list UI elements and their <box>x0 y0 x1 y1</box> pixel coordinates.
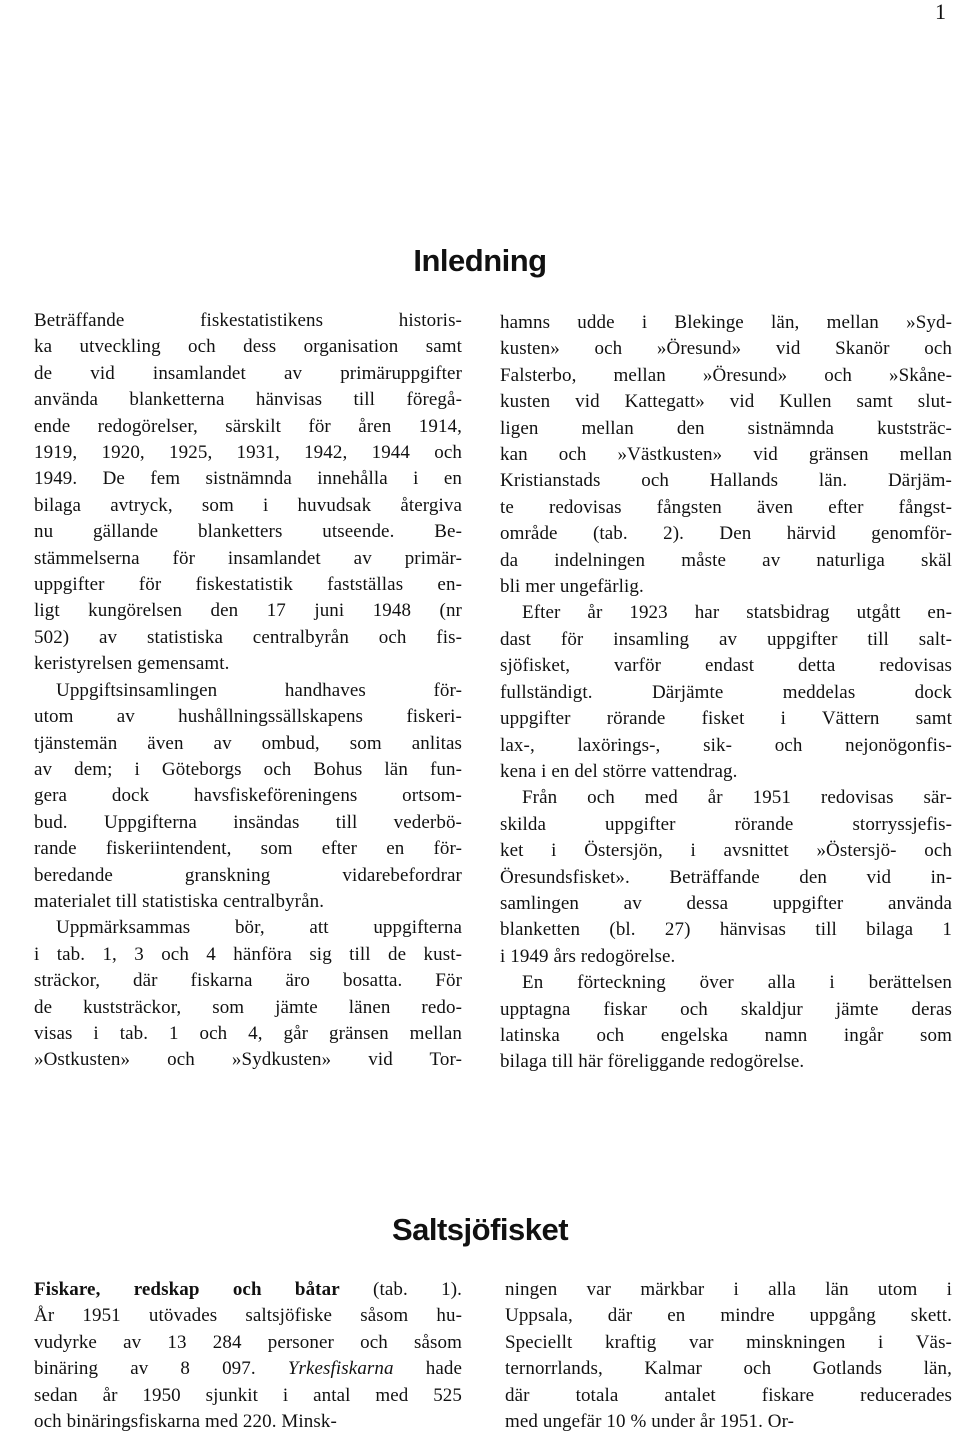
emphasis-yrkesfiskarna: Yrkesfiskarna <box>287 1358 394 1380</box>
text-line: Falsterbo, mellan »Öresund» och »Skåne- <box>500 364 952 386</box>
text-line: uppgifter rörande fisket i Vättern samt <box>500 708 952 730</box>
text-line: nu gällande blanketters utseende. Be- <box>34 521 462 543</box>
text-line: bli mer ungefärlig. <box>500 576 644 598</box>
text-line: dast för insamling av uppgifter till salt- <box>500 628 952 650</box>
text-line: vudyrke av 13 284 personer och såsom <box>34 1331 462 1353</box>
text-line: Beträffande fiskestatistikens historis- <box>34 310 462 331</box>
text-line: visas i tab. 1 och 4, går gränsen mellan <box>34 1022 462 1044</box>
text-line: ternorrlands, Kalmar och Gotlands län, <box>505 1358 952 1380</box>
text-line: med ungefär 10 % under år 1951. Or- <box>505 1411 795 1433</box>
text-line: område (tab. 2). Den härvid genomför- <box>500 523 952 545</box>
text-line: i 1949 års redogörelse. <box>500 945 676 967</box>
text-line: »Ostkusten» och »Sydkusten» vid Tor- <box>34 1049 462 1071</box>
text-line: blanketten (bl. 27) hänvisas till bilaga 1 <box>500 919 952 941</box>
text-line: keristyrelsen gemensamt. <box>34 653 230 675</box>
text-line: kan och »Västkusten» vid gränsen mellan <box>500 444 952 466</box>
text-line: använda blanketterna hänvisas till föregå- <box>34 389 462 411</box>
text-line: ka utveckling och dess organisation samt <box>34 336 462 358</box>
salt-right-column <box>505 1277 952 1435</box>
text-line: Speciellt kraftig var minskningen i Väs- <box>505 1331 952 1353</box>
text-line: uppgifter för fiskestatistik fastställas en- <box>34 574 462 596</box>
text-line: tjänstemän även av ombud, som anlitas <box>34 732 462 754</box>
text-line: lax-, laxörings-, sik- och nejonögonfis- <box>500 734 952 756</box>
text-line: samlingen av dessa uppgifter använda <box>500 892 952 914</box>
text-line: bilaga till här föreliggande redogörelse. <box>500 1051 805 1073</box>
text-line: gera dock havsfiskeföreningens ortsom- <box>34 785 462 807</box>
text-line: av dem; i Göteborgs och Bohus län fun- <box>34 758 462 780</box>
text-line: kena i en del större vattendrag. <box>500 760 738 782</box>
text-line: sträckor, där fiskarna äro bosatta. För <box>34 970 462 992</box>
text-line: ket i Östersjön, i avsnittet »Östersjö- och <box>500 840 952 862</box>
salt-subhead-ref: (tab. 1). <box>339 1279 462 1300</box>
text-line: Efter år 1923 har statsbidrag utgått en- <box>522 602 952 624</box>
text-line: ligen mellan den sistnämnda kuststräc- <box>500 417 952 439</box>
text-line: beredande granskning vidarebefordrar <box>34 864 462 886</box>
text-line: utom av hushållningssällskapens fiskeri- <box>34 706 462 728</box>
text-line: 1949. De fem sistnämnda innehålla i en <box>34 468 462 490</box>
text-line: ligt kungörelsen den 17 juni 1948 (nr <box>34 600 462 622</box>
text-line: da indelningen måste av naturliga skäl <box>500 549 952 571</box>
text-line: Kristianstads och Hallands län. Därjäm- <box>500 470 952 492</box>
salt-subhead: Fiskare, redskap och båtar <box>34 1279 340 1300</box>
text-line: Uppgiftsinsamlingen handhaves för- <box>56 679 462 701</box>
text-line: latinska och engelska namn ingår som <box>500 1024 952 1046</box>
text-line: rande fiskeriintendent, som efter en för- <box>34 838 462 860</box>
text-line <box>34 1356 462 1382</box>
text-line: bud. Uppgifterna insändas till vederbö- <box>34 811 462 833</box>
text-line: Från och med år 1951 redovisas sär- <box>522 787 952 809</box>
text-line: En förteckning över alla i berättelsen <box>522 972 952 994</box>
text-line: sedan år 1950 sjunkit i antal med 525 <box>34 1384 462 1406</box>
text-span: hade <box>393 1358 462 1380</box>
text-line: 502) av statistiska centralbyrån och fis- <box>34 626 462 648</box>
text-line: 1919, 1920, 1925, 1931, 1942, 1944 och <box>34 442 462 464</box>
text-line: materialet till statistiska centralbyrån. <box>34 890 325 912</box>
text-line: skilda uppgifter rörande storryssjefis- <box>500 813 952 835</box>
text-line: och binäringsfiskarna med 220. Minsk- <box>34 1411 337 1433</box>
text-line: Öresundsfisket». Beträffande den vid in- <box>500 866 952 888</box>
section-heading-saltsjofisket: Saltsjöfisket <box>391 1212 569 1247</box>
text-line: År 1951 utövades saltsjöfiske såsom hu- <box>34 1305 462 1327</box>
page-number: 1 <box>935 0 946 24</box>
text-line: ningen var märkbar i alla län utom i <box>505 1279 952 1300</box>
text-line: Uppsala, där en mindre uppgång skett. <box>505 1305 952 1327</box>
text-line: fullständigt. Därjämte meddelas dock <box>500 681 952 703</box>
text-line: sjöfisket, varför endast detta redovisas <box>500 655 952 677</box>
section-heading-inledning: Inledning <box>413 243 547 278</box>
text-line: te redovisas fångsten även efter fångst- <box>500 496 952 518</box>
intro-left-column <box>34 308 462 1074</box>
text-line: upptagna fiskar och skaldjur jämte deras <box>500 998 952 1020</box>
text-line: stämmelserna för insamlandet av primär- <box>34 547 462 569</box>
text-line: de vid insamlandet av primäruppgifter <box>34 362 462 384</box>
text-span: binäring av 8 097. <box>34 1358 256 1380</box>
text-line: hamns udde i Blekinge län, mellan »Syd- <box>500 312 952 333</box>
text-line: kusten» och »Öresund» vid Skanör och <box>500 338 952 360</box>
text-line: i tab. 1, 3 och 4 hänföra sig till de kust- <box>34 943 462 965</box>
text-line: de kuststräckor, som jämte länen redo- <box>34 996 462 1018</box>
text-line: bilaga avtryck, som i huvudsak återgiva <box>34 494 462 516</box>
text-line: där totala antalet fiskare reducerades <box>505 1384 952 1406</box>
salt-subhead-line <box>34 1277 462 1303</box>
text-line: Uppmärksammas bör, att uppgifterna <box>56 917 462 939</box>
intro-right-column <box>500 310 952 1076</box>
text-line: kusten vid Kattegatt» vid Kullen samt slut- <box>500 391 952 413</box>
text-line: ende redogörelser, särskilt för åren 1914, <box>34 415 462 437</box>
salt-left-column <box>34 1277 462 1435</box>
